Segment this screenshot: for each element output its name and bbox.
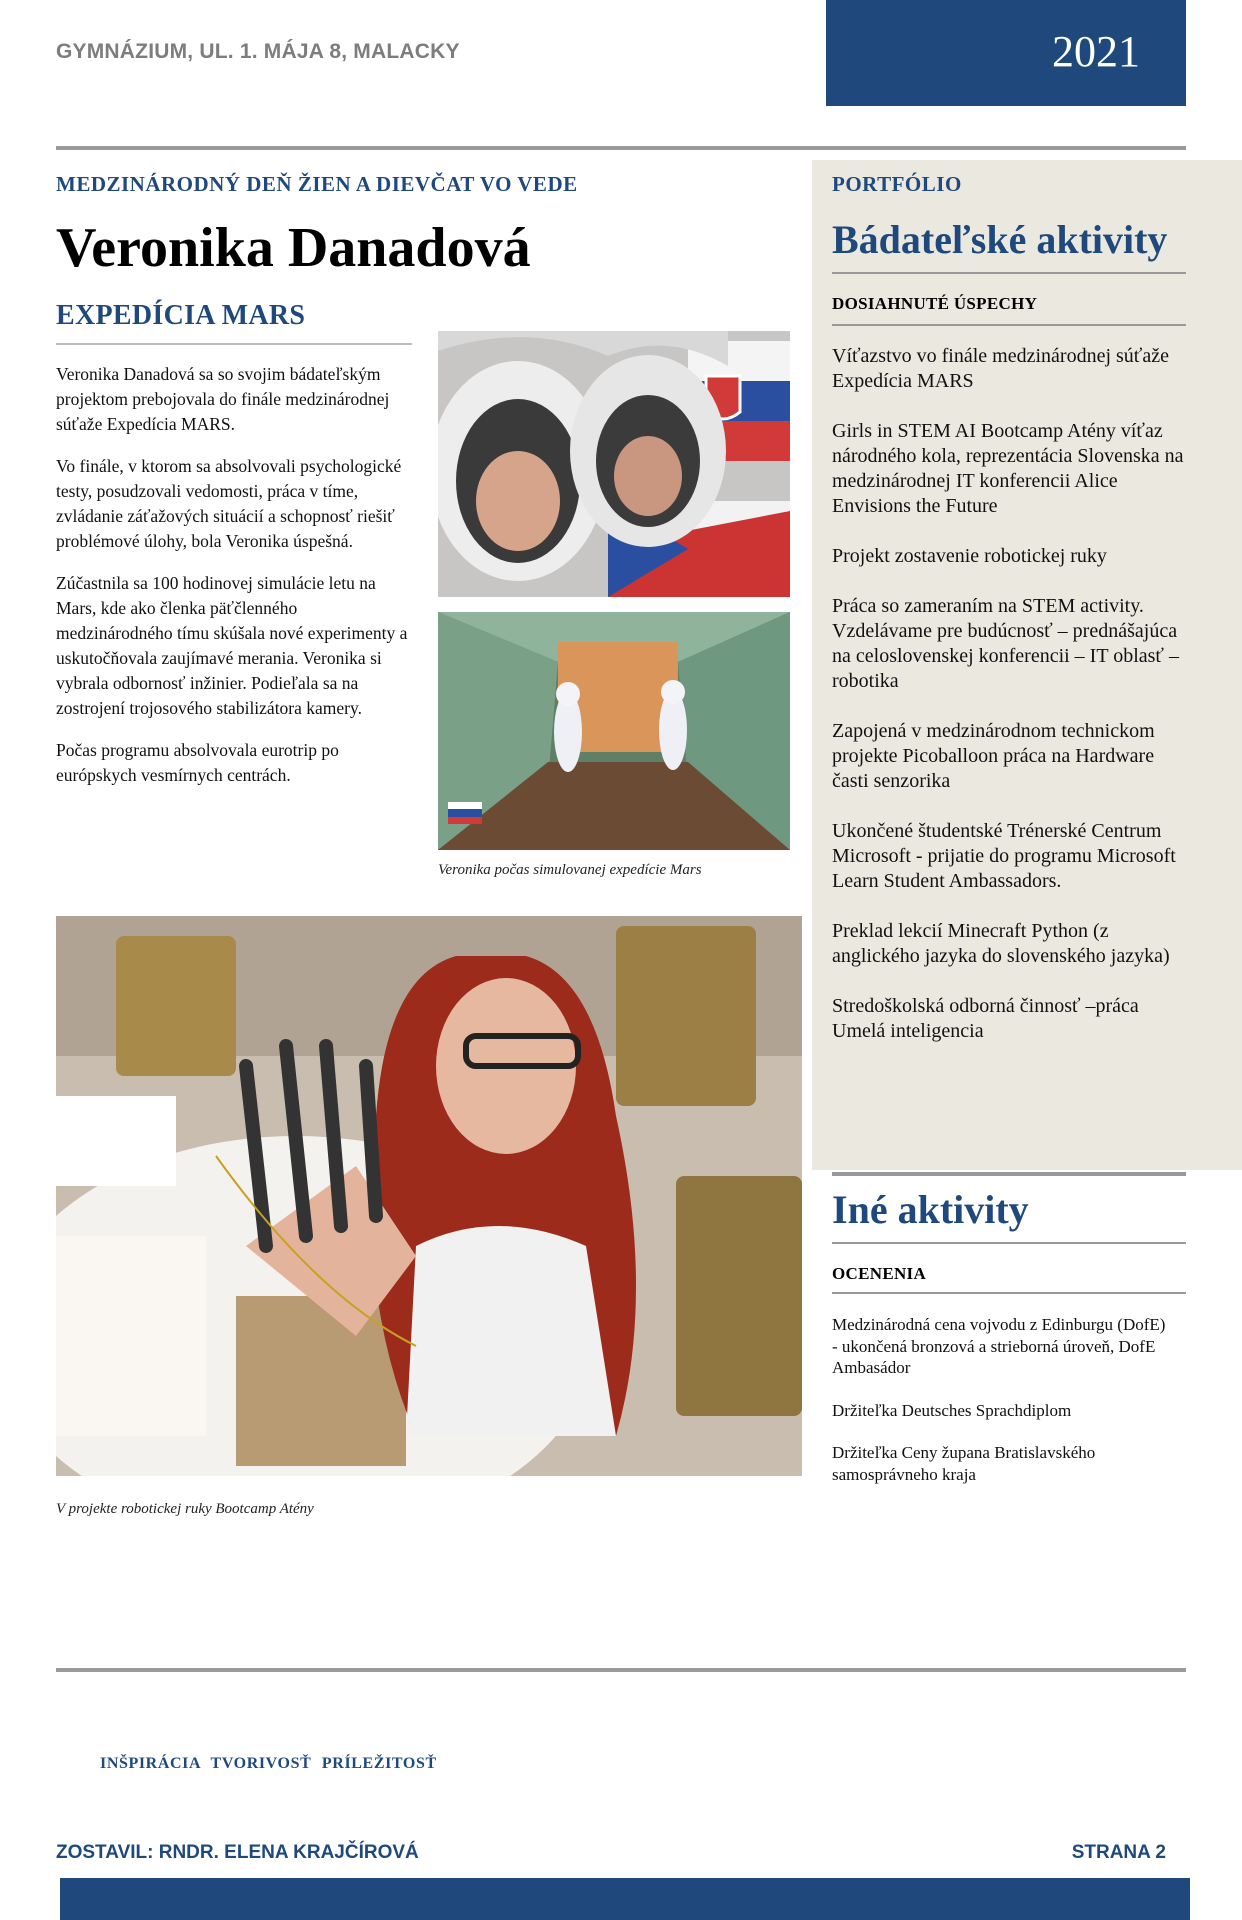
top-divider (56, 146, 1186, 150)
compiled-by: ZOSTAVIL: RNDR. ELENA KRAJČÍROVÁ (56, 1842, 419, 1863)
photo-astronaut-helmets (438, 331, 790, 597)
article-paragraph: Vo finále, v ktorom sa absolvovali psychologické testy, posudzovali vedomosti, práca v tíme, zvládanie záťažových situácií a schopnosť riešiť problémové úlohy, bola Veronika úspešná. (56, 456, 402, 551)
section-divider (832, 1242, 1186, 1244)
sidebar-divider (832, 324, 1186, 326)
achievement-item: Práca so zameraním na STEM activity. Vzdelávame pre budúcnosť – prednášajúca na celoslovenskej konferencii – IT oblasť – robotika (832, 595, 1179, 692)
section-divider (832, 1292, 1186, 1294)
tagline: INŠPIRÁCIA TVORIVOSŤ PRÍLEŽITOSŤ (100, 1755, 437, 1772)
research-title: Bádateľské aktivity (832, 217, 1168, 262)
awards-list (832, 1314, 1172, 1506)
year-label: 2021 (1052, 27, 1140, 76)
award-item: Medzinárodná cena vojvodu z Edinburgu (DofE) - ukončená bronzová a strieborná úroveň, DofE Ambasádor (832, 1315, 1166, 1377)
school-address: GYMNÁZIUM, UL. 1. MÁJA 8, MALACKY (56, 40, 460, 63)
article-title: Veronika Danadová (56, 217, 531, 279)
article-body (56, 362, 416, 805)
achievement-item: Projekt zostavenie robotickej ruky (832, 545, 1107, 567)
achievement-item: Víťazstvo vo finále medzinárodnej súťaže Expedícia MARS (832, 345, 1169, 392)
sidebar-divider (832, 272, 1186, 274)
achievement-item: Ukončené študentské Trénerské Centrum Microsoft - prijatie do programu Microsoft Learn Student Ambassadors. (832, 820, 1176, 892)
caption-mars: Veronika počas simulovanej expedície Mars (438, 862, 702, 878)
bottom-divider (56, 1668, 1186, 1672)
footer-bar (60, 1878, 1190, 1920)
achievement-item: Girls in STEM AI Bootcamp Atény víťaz národného kola, reprezentácia Slovenska na medzinárodnej IT konferencii Alice Envisions the Future (832, 420, 1184, 517)
portfolio-label: PORTFÓLIO (832, 172, 962, 196)
article-paragraph: Veronika Danadová sa so svojim bádateľským projektom prebojovala do finále medzinárodnej súťaže Expedícia MARS. (56, 364, 390, 434)
award-item: Držiteľka Deutsches Sprachdiplom (832, 1400, 1072, 1420)
awards-heading: OCENENIA (832, 1264, 927, 1283)
achievement-item: Preklad lekcií Minecraft Python (z anglického jazyka do slovenského jazyka) (832, 920, 1170, 967)
photo-robotic-hand (56, 916, 802, 1476)
award-item: Držiteľka Ceny župana Bratislavského samosprávneho kraja (832, 1443, 1096, 1484)
article-paragraph: Počas programu absolvovala eurotrip po európskych vesmírnych centrách. (56, 740, 339, 785)
photo-mars-simulation (438, 612, 790, 850)
caption-robotic-hand: V projekte robotickej ruky Bootcamp Atény (56, 1501, 314, 1517)
subtitle-divider (56, 343, 412, 345)
page-number: STRANA 2 (1071, 1842, 1166, 1863)
section-divider (832, 1172, 1186, 1176)
year-banner (826, 0, 1186, 106)
achievement-item: Zapojená v medzinárodnom technickom projekte Picoballoon práca na Hardware časti senzorika (832, 720, 1155, 792)
achievements-heading: DOSIAHNUTÉ ÚSPECHY (832, 294, 1038, 313)
other-activities-title: Iné aktivity (832, 1187, 1029, 1232)
article-eyebrow: MEDZINÁRODNÝ DEŇ ŽIEN A DIEVČAT VO VEDE (56, 172, 578, 196)
article-subtitle: EXPEDÍCIA MARS (56, 300, 306, 331)
achievements-list (832, 344, 1192, 1069)
article-paragraph: Zúčastnila sa 100 hodinovej simulácie letu na Mars, kde ako členka päťčlenného medzinárodného tímu skúšala nové experimenty a uskutočňovala zaujímavé merania. Veronika si vybrala odbornosť inžinier. Podieľala sa na zostrojení trojosového stabilizátora kamery. (56, 573, 408, 718)
achievement-item: Stredoškolská odborná činnosť –práca Umelá inteligencia (832, 995, 1139, 1042)
